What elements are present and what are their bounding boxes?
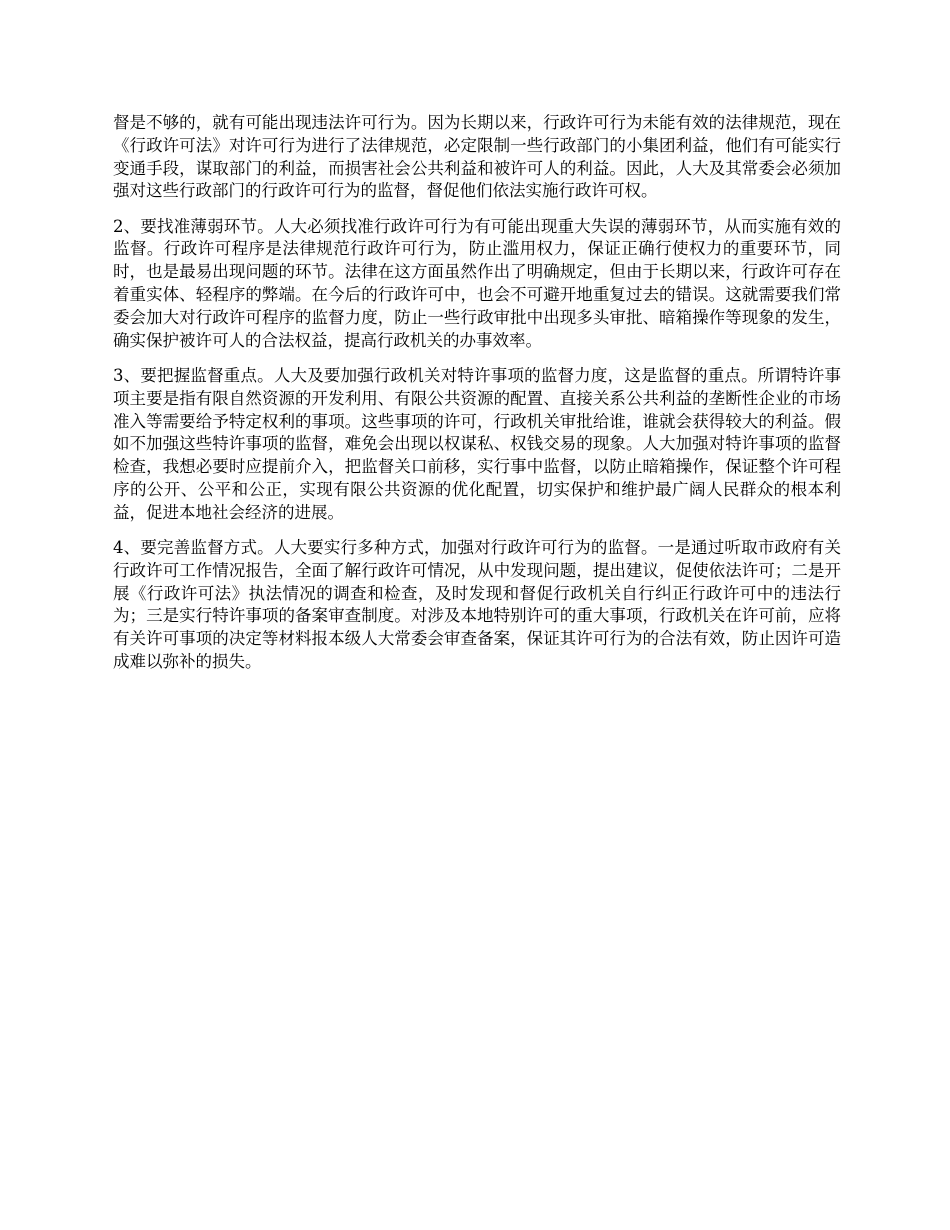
paragraph-point-4: 4、要完善监督方式。人大要实行多种方式，加强对行政许可行为的监督。一是通过听取市政府有关行政许可工作情况报告，全面了解行政许可情况，从中发现问题，提出建议，促使依法许可；二是开展《行政许可法》执法情况的调查和检查，及时发现和督促行政机关自行纠正行政许可中的违法行为；三是实行特许事项的备案审查制度。对涉及本地特别许可的重大事项，行政机关在许可前，应将有关许可事项的决定等材料报本级人大常委会审查备案，保证其许可行为的合法有效，防止因许可造成难以弥补的损失。 bbox=[113, 538, 841, 672]
paragraph-continuation: 督是不够的，就有可能出现违法许可行为。因为长期以来，行政许可行为未能有效的法律规范，现在《行政许可法》对许可行为进行了法律规范，必定限制一些行政部门的小集团利益，他们有可能实行变通手段，谋取部门的利益，而损害社会公共利益和被许可人的利益。因此，人大及其常委会必须加强对这些行政部门的行政许可行为的监督，督促他们依法实施行政许可权。 bbox=[113, 113, 841, 201]
paragraph-point-3: 3、要把握监督重点。人大及要加强行政机关对特许事项的监督力度，这是监督的重点。所谓特许事项主要是指有限自然资源的开发利用、有限公共资源的配置、直接关系公共利益的垄断性企业的市场准入等需要给予特定权利的事项。这些事项的许可，行政机关审批给谁，谁就会获得较大的利益。假如不加强这些特许事项的监督，难免会出现以权谋私、权钱交易的现象。人大加强对特许事项的监督检查，我想必要时应提前介入，把监督关口前移，实行事中监督，以防止暗箱操作，保证整个许可程序的公开、公平和公正，实现有限公共资源的优化配置，切实保护和维护最广阔人民群众的根本利益，促进本地社会经济的进展。 bbox=[113, 365, 841, 522]
paragraph-point-2: 2、要找准薄弱环节。人大必须找准行政许可行为有可能出现重大失误的薄弱环节，从而实施有效的监督。行政许可程序是法律规范行政许可行为，防止滥用权力，保证正确行使权力的重要环节，同时，也是最易出现问题的环节。法律在这方面虽然作出了明确规定，但由于长期以来，行政许可存在着重实体、轻程序的弊端。在今后的行政许可中，也会不可避开地重复过去的错误。这就需要我们常委会加大对行政许可程序的监督力度，防止一些行政审批中出现多头审批、暗箱操作等现象的发生，确实保护被许可人的合法权益，提高行政机关的办事效率。 bbox=[113, 216, 841, 350]
document-page bbox=[113, 112, 841, 686]
